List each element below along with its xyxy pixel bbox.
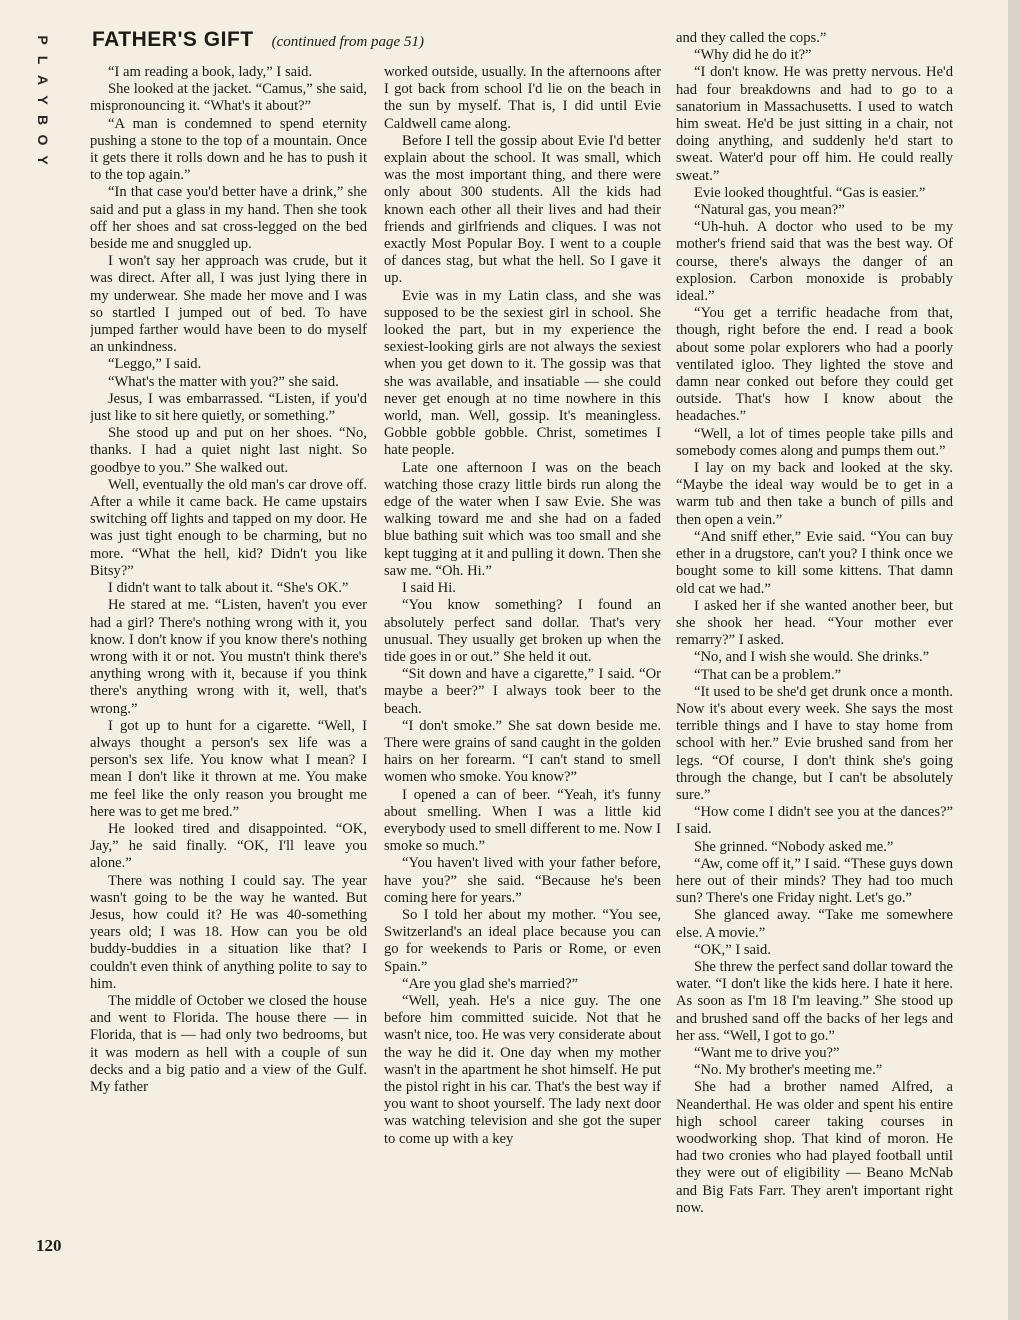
paragraph: “Why did he do it?” <box>694 47 812 64</box>
paragraph: “Aw, come off it,” I said. “These guys down here out of their minds? They had too much sun? There's one Friday night. Let's go.” <box>676 855 953 907</box>
paragraph: “You know something? I found an absolutely perfect sand dollar. That's very unusual. They usually get broken up when the tide goes in or out.” She held it out. <box>384 597 661 665</box>
paragraph: “Leggo,” I said. <box>108 356 202 373</box>
article-title: FATHER'S GIFT <box>92 28 254 51</box>
paragraph: I didn't want to talk about it. “She's OK.” <box>108 580 349 597</box>
paragraph: “Well, yeah. He's a nice guy. The one before him committed suicide. Not that he wasn't nice, too. He was very considerate about the way he did it. One day when my mother wasn't in the apartment he shot himself. He put the pistol right in his car. That's the best way if you want to shoot yourself. The lady next door was watching television and she got the super to come up with a key <box>384 992 661 1147</box>
paragraph: I won't say her approach was crude, but it was direct. After all, I was just lying there in my underwear. She made her move and I was so startled I jumped out of bed. To have jumped farther would have been to do myself an unkindness. <box>90 253 367 356</box>
paragraph: “A man is condemned to spend eternity pushing a stone to the top of a mountain. Once it gets there it rolls down and he has to push it to the top again.” <box>90 115 367 184</box>
continued-note: (continued from page 51) <box>271 34 424 50</box>
paragraph: “OK,” I said. <box>694 941 771 958</box>
paragraph: “It used to be she'd get drunk once a month. Now it's about every week. She says the most terrible things and I have to stay home from school with her.” Evie brushed sand from her legs. “Of course, I don't think she's going through the change, but I can't be absolutely sure.” <box>676 683 953 803</box>
masthead-letter: Y <box>35 155 51 165</box>
page-number: 120 <box>36 1236 62 1255</box>
paragraph: “I don't smoke.” She sat down beside me. There were grains of sand caught in the golden hairs on her forearm. “I can't stand to smell women who smoke. You know?” <box>384 717 661 786</box>
masthead-letter: O <box>35 134 51 146</box>
paragraph: She looked at the jacket. “Camus,” she said, mispronouncing it. “What's it about?” <box>90 81 367 115</box>
paragraph: Evie looked thoughtful. “Gas is easier.” <box>694 184 926 201</box>
paragraph: The middle of October we closed the house and went to Florida. The house there — in Florida, that is — had only two bedrooms, but it was modern as hell with a couple of sun decks and a big patio and a view of the Gulf. My father <box>90 992 367 1095</box>
paragraph: “How come I didn't see you at the dances?” I said. <box>676 804 953 838</box>
paragraph: Well, eventually the old man's car drove off. After a while it came back. He came upstairs switching off lights and tapped on my door. He was just tight enough to be charming, but no more. “What the hell, kid? Didn't you like Bitsy?” <box>90 476 367 579</box>
masthead-letter: P <box>35 35 51 45</box>
paragraph: She threw the perfect sand dollar toward the water. “I don't like the kids here. I hate it here. As soon as I'm 18 I'm leaving.” She stood up and brushed sand off the backs of her legs and her ass. “Well, I got to go.” <box>676 958 953 1044</box>
paragraph: I got up to hunt for a cigarette. “Well, I always thought a person's sex life was a person's sex life. You know what I mean? I mean I don't like it thrown at me. You make me feel like the only reason you brought me here was to get me bred.” <box>90 717 367 820</box>
paragraph: “No. My brother's meeting me.” <box>694 1062 883 1079</box>
paragraph: Jesus, I was embarrassed. “Listen, if you'd just like to sit here quietly, or something.” <box>90 390 367 425</box>
paragraph: “Sit down and have a cigarette,” I said. “Or maybe a beer?” I always took beer to the beach. <box>384 666 661 717</box>
paragraph: “Well, a lot of times people take pills and somebody comes along and pumps them out.” <box>676 425 953 459</box>
text-column-3 <box>676 30 953 1256</box>
paragraph: Before I tell the gossip about Evie I'd better explain about the school. It was small, which was the most important thing, and there were only about 300 students. All the kids had known each other all their lives and had their friends and girlfriends and cliques. I was not exactly Most Popular Boy. I went to a couple of dances stag, but what the hell. So I gave it up. <box>384 132 661 287</box>
paragraph: He stared at me. “Listen, haven't you ever had a girl? There's nothing wrong with it, you know. I don't know if you know there's nothing wrong with it or not. You mustn't think there's anything wrong with it, because if you think there's anything wrong with it, well, that's wrong.” <box>90 597 367 717</box>
paragraph: I lay on my back and looked at the sky. “Maybe the ideal way would be to get in a warm tub and then take a bunch of pills and then open a vein.” <box>676 460 953 528</box>
paragraph: She glanced away. “Take me somewhere else. A movie.” <box>676 907 953 941</box>
paragraph: “What's the matter with you?” she said. <box>108 373 339 390</box>
masthead-letter: B <box>35 114 51 126</box>
paragraph: worked outside, usually. In the afternoons after I got back from school I'd lie on the beach in the sun by myself. That is, I did until Evie Caldwell came along. <box>384 64 661 132</box>
paragraph: Late one afternoon I was on the beach watching those crazy little birds run along the edge of the water when I saw Evie. She was walking toward me and she had on a faded blue bathing suit which was too small and she kept tugging at it and pulling it down. Then she saw me. “Oh. Hi.” <box>384 459 661 579</box>
masthead-vertical <box>36 30 50 170</box>
masthead-letter: A <box>35 74 51 86</box>
paragraph: She stood up and put on her shoes. “No, thanks. I had a quiet night last night. So goodbye to you.” She walked out. <box>90 425 367 476</box>
paragraph: “Want me to drive you?” <box>694 1044 840 1061</box>
paragraph: Evie was in my Latin class, and she was supposed to be the sexiest girl in school. She looked the part, but in my experience the sexiest-looking girls are not always the sexiest when you get down to it. The gossip was that she was available, and insatiable — she could never get enough at no time nowhere in this world, man. Well, gossip. It's meaningless. Gobble gobble gobble. Christ, sometimes I hate people. <box>384 287 661 459</box>
paragraph: “In that case you'd better have a drink,” she said and put a glass in my hand. Then she took off her shoes and sat cross-legged on the bed beside me and snuggled up. <box>90 184 367 253</box>
masthead-letter: L <box>35 55 51 65</box>
text-column-2 <box>384 64 661 1254</box>
paragraph: There was nothing I could say. The year wasn't going to be the way he wanted. But Jesus, how could it? He was 40-something years old; I was 18. How can you be old buddy-buddies in a situation like that? I couldn't even think of anything polite to say to him. <box>90 872 367 992</box>
text-column-1 <box>90 64 367 1254</box>
paragraph: I opened a can of beer. “Yeah, it's funny about smelling. When I was a little kid everybody used to smell different to me. Now I smoke so much.” <box>384 786 661 855</box>
masthead-letter: Y <box>35 95 51 105</box>
paragraph: “No, and I wish she would. She drinks.” <box>694 649 930 666</box>
paragraph: She had a brother named Alfred, a Neanderthal. He was older and spent his entire high school career taking courses in woodworking shop. That kind of moron. He had two cronies who had played football until they were out of eligibility — Beano McNab and Big Fats Farr. They aren't important right now. <box>676 1079 953 1216</box>
paragraph: “Uh-huh. A doctor who used to be my mother's friend said that was the best way. Of course, there's always the danger of an explosion. Carbon monoxide is probably ideal.” <box>676 219 953 305</box>
paragraph: “That can be a problem.” <box>694 666 842 683</box>
paragraph: He looked tired and disappointed. “OK, Jay,” he said finally. “OK, I'll leave you alone.” <box>90 820 367 872</box>
paragraph: “Natural gas, you mean?” <box>694 202 845 219</box>
paragraph: I asked her if she wanted another beer, but she shook her head. “Your mother ever remarry?” I asked. <box>676 597 953 649</box>
paragraph: “You get a terrific headache from that, though, right before the end. I read a book about some polar explorers who had a poorly ventilated igloo. They lighted the stove and damn near conked out before they could get outside. That's how I know about the headaches.” <box>676 305 953 425</box>
paragraph: “I am reading a book, lady,” I said. <box>108 64 313 80</box>
paragraph: She grinned. “Nobody asked me.” <box>694 838 894 855</box>
paragraph: “Are you glad she's married?” <box>402 975 579 992</box>
paragraph: “And sniff ether,” Evie said. “You can buy ether in a drugstore, can't you? I think once we bought some to kill some kittens. That damn old cat we had.” <box>676 528 953 597</box>
paragraph: So I told her about my mother. “You see, Switzerland's an ideal place because you can go for weekends to Paris or Rome, or even Spain.” <box>384 906 661 975</box>
article-header <box>92 28 424 52</box>
paragraph: “You haven't lived with your father before, have you?” she said. “Because he's been coming here for years.” <box>384 855 661 906</box>
paragraph: “I don't know. He was pretty nervous. He'd had four breakdowns and had to go to a sanatorium in Massachusetts. I used to watch him sweat. He'd be just sitting in a chair, not doing anything, and suddenly he'd start to sweat. Water'd pour off him. He could really sweat.” <box>676 64 953 184</box>
paragraph: and they called the cops.” <box>676 30 827 46</box>
paragraph: I said Hi. <box>402 580 456 597</box>
